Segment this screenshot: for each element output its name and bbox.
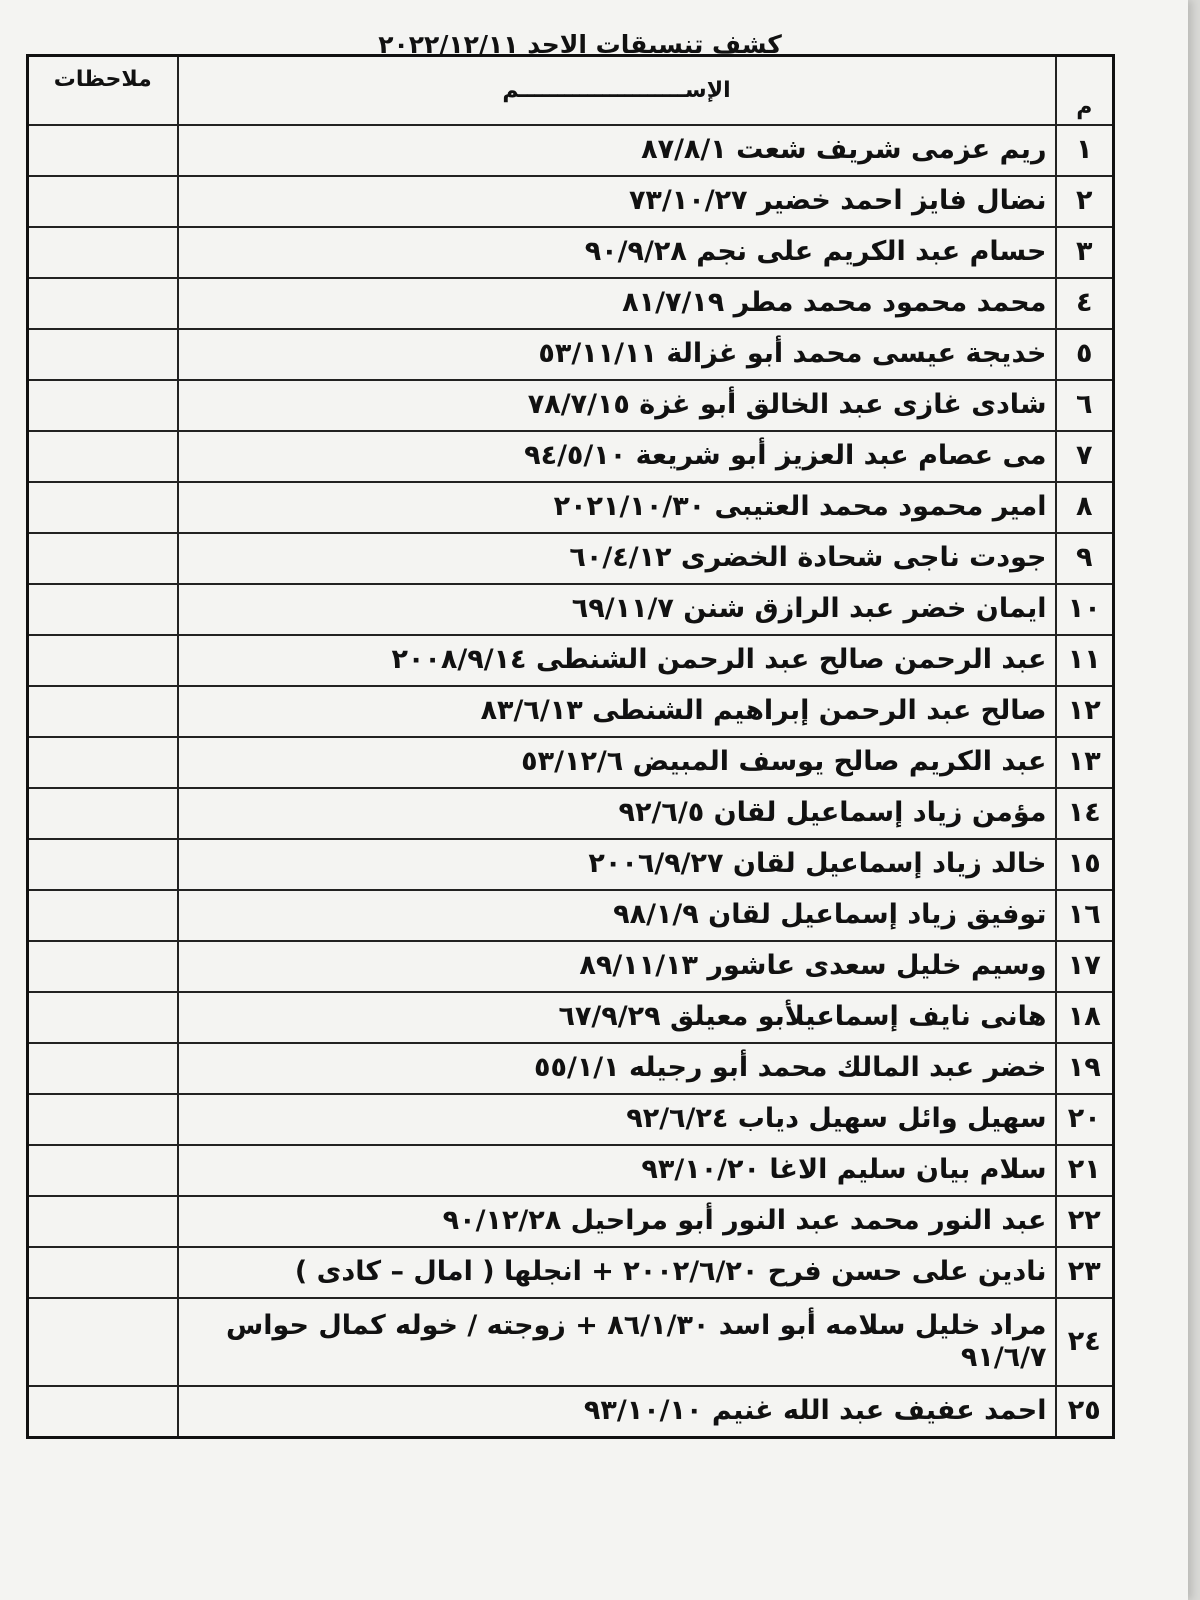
row-notes xyxy=(28,125,178,176)
row-notes xyxy=(28,788,178,839)
row-number: ٢ xyxy=(1056,176,1114,227)
row-number: ١٤ xyxy=(1056,788,1114,839)
row-name: امير محمود محمد العتيبى ٢٠٢١/١٠/٣٠ xyxy=(178,482,1056,533)
row-notes xyxy=(28,1386,178,1438)
row-notes xyxy=(28,227,178,278)
table-row xyxy=(28,1386,1114,1438)
row-number: ٤ xyxy=(1056,278,1114,329)
row-notes xyxy=(28,278,178,329)
row-notes xyxy=(28,890,178,941)
row-number: ٣ xyxy=(1056,227,1114,278)
table-row xyxy=(28,278,1114,329)
table-row xyxy=(28,686,1114,737)
table-row xyxy=(28,788,1114,839)
row-number: ٢٠ xyxy=(1056,1094,1114,1145)
row-notes xyxy=(28,482,178,533)
row-notes xyxy=(28,941,178,992)
row-name: ايمان خضر عبد الرازق شنن ٦٩/١١/٧ xyxy=(178,584,1056,635)
row-number: ٥ xyxy=(1056,329,1114,380)
table-row xyxy=(28,1043,1114,1094)
row-name: سهيل وائل سهيل دياب ٩٢/٦/٢٤ xyxy=(178,1094,1056,1145)
row-number: ١٩ xyxy=(1056,1043,1114,1094)
table-row xyxy=(28,227,1114,278)
row-number: ٢١ xyxy=(1056,1145,1114,1196)
table-row xyxy=(28,839,1114,890)
row-name: خالد زياد إسماعيل لقان ٢٠٠٦/٩/٢٧ xyxy=(178,839,1056,890)
row-notes xyxy=(28,686,178,737)
row-notes xyxy=(28,176,178,227)
row-name: سلام بيان سليم الاغا ٩٣/١٠/٢٠ xyxy=(178,1145,1056,1196)
row-name: عبد النور محمد عبد النور أبو مراحيل ٩٠/١٢/٢٨ xyxy=(178,1196,1056,1247)
table-row xyxy=(28,176,1114,227)
table-row xyxy=(28,1298,1114,1386)
row-number: ١١ xyxy=(1056,635,1114,686)
header-name: الإســــــــــــــــــــــم xyxy=(178,56,1056,126)
row-number: ١٠ xyxy=(1056,584,1114,635)
row-name: محمد محمود محمد مطر ٨١/٧/١٩ xyxy=(178,278,1056,329)
table-body xyxy=(28,125,1114,1438)
row-number: ١٥ xyxy=(1056,839,1114,890)
row-number: ١٧ xyxy=(1056,941,1114,992)
row-name: وسيم خليل سعدى عاشور ٨٩/١١/١٣ xyxy=(178,941,1056,992)
row-number: ١٢ xyxy=(1056,686,1114,737)
row-name: نضال فايز احمد خضير ٧٣/١٠/٢٧ xyxy=(178,176,1056,227)
row-name: جودت ناجى شحادة الخضرى ٦٠/٤/١٢ xyxy=(178,533,1056,584)
header-notes: ملاحظات xyxy=(28,56,178,126)
table-header-row xyxy=(28,56,1114,126)
row-notes xyxy=(28,380,178,431)
row-number: ٢٢ xyxy=(1056,1196,1114,1247)
row-notes xyxy=(28,992,178,1043)
table-row xyxy=(28,941,1114,992)
row-number: ٢٥ xyxy=(1056,1386,1114,1438)
table-row xyxy=(28,329,1114,380)
table-row xyxy=(28,431,1114,482)
row-name: خديجة عيسى محمد أبو غزالة ٥٣/١١/١١ xyxy=(178,329,1056,380)
row-number: ١٦ xyxy=(1056,890,1114,941)
table-row xyxy=(28,737,1114,788)
table-row xyxy=(28,992,1114,1043)
row-notes xyxy=(28,737,178,788)
row-notes xyxy=(28,1247,178,1298)
row-notes xyxy=(28,839,178,890)
row-notes xyxy=(28,533,178,584)
row-name: نادين على حسن فرح ٢٠٠٢/٦/٢٠ + انجلها ( امال – كادى ) xyxy=(178,1247,1056,1298)
row-notes xyxy=(28,431,178,482)
row-name: مراد خليل سلامه أبو اسد ٨٦/١/٣٠ + زوجته / خوله كمال حواس ٩١/٦/٧ xyxy=(178,1298,1056,1386)
row-number: ٦ xyxy=(1056,380,1114,431)
row-name: ريم عزمى شريف شعت ٨٧/٨/١ xyxy=(178,125,1056,176)
row-number: ١٣ xyxy=(1056,737,1114,788)
table-row xyxy=(28,380,1114,431)
row-name: توفيق زياد إسماعيل لقان ٩٨/١/٩ xyxy=(178,890,1056,941)
row-name: عبد الرحمن صالح عبد الرحمن الشنطى ٢٠٠٨/٩/١٤ xyxy=(178,635,1056,686)
row-name: خضر عبد المالك محمد أبو رجيله ٥٥/١/١ xyxy=(178,1043,1056,1094)
row-number: ١٨ xyxy=(1056,992,1114,1043)
table-row xyxy=(28,125,1114,176)
row-name: مؤمن زياد إسماعيل لقان ٩٢/٦/٥ xyxy=(178,788,1056,839)
names-table xyxy=(26,54,1115,1439)
table-row xyxy=(28,1247,1114,1298)
table-row xyxy=(28,533,1114,584)
page-title: كشف تنسيقات الاحد ٢٠٢٢/١٢/١١ xyxy=(378,30,782,59)
row-name: صالح عبد الرحمن إبراهيم الشنطى ٨٣/٦/١٣ xyxy=(178,686,1056,737)
table-row xyxy=(28,1094,1114,1145)
row-notes xyxy=(28,635,178,686)
table-row xyxy=(28,584,1114,635)
row-name: هانى نايف إسماعيلأبو معيلق ٦٧/٩/٢٩ xyxy=(178,992,1056,1043)
row-notes xyxy=(28,1094,178,1145)
row-number: ٧ xyxy=(1056,431,1114,482)
row-name: احمد عفيف عبد الله غنيم ٩٣/١٠/١٠ xyxy=(178,1386,1056,1438)
row-notes xyxy=(28,584,178,635)
row-name: شادى غازى عبد الخالق أبو غزة ٧٨/٧/١٥ xyxy=(178,380,1056,431)
row-number: ٨ xyxy=(1056,482,1114,533)
table-row xyxy=(28,482,1114,533)
row-name: حسام عبد الكريم على نجم ٩٠/٩/٢٨ xyxy=(178,227,1056,278)
row-notes xyxy=(28,1196,178,1247)
row-name: عبد الكريم صالح يوسف المبيض ٥٣/١٢/٦ xyxy=(178,737,1056,788)
table-row xyxy=(28,1145,1114,1196)
row-number: ٢٤ xyxy=(1056,1298,1114,1386)
row-number: ١ xyxy=(1056,125,1114,176)
table-row xyxy=(28,1196,1114,1247)
table-row xyxy=(28,635,1114,686)
row-notes xyxy=(28,1043,178,1094)
table-row xyxy=(28,890,1114,941)
row-notes xyxy=(28,329,178,380)
row-notes xyxy=(28,1298,178,1386)
row-number: ٢٣ xyxy=(1056,1247,1114,1298)
row-notes xyxy=(28,1145,178,1196)
header-number: م xyxy=(1056,56,1114,126)
row-name: مى عصام عبد العزيز أبو شريعة ٩٤/٥/١٠ xyxy=(178,431,1056,482)
row-number: ٩ xyxy=(1056,533,1114,584)
